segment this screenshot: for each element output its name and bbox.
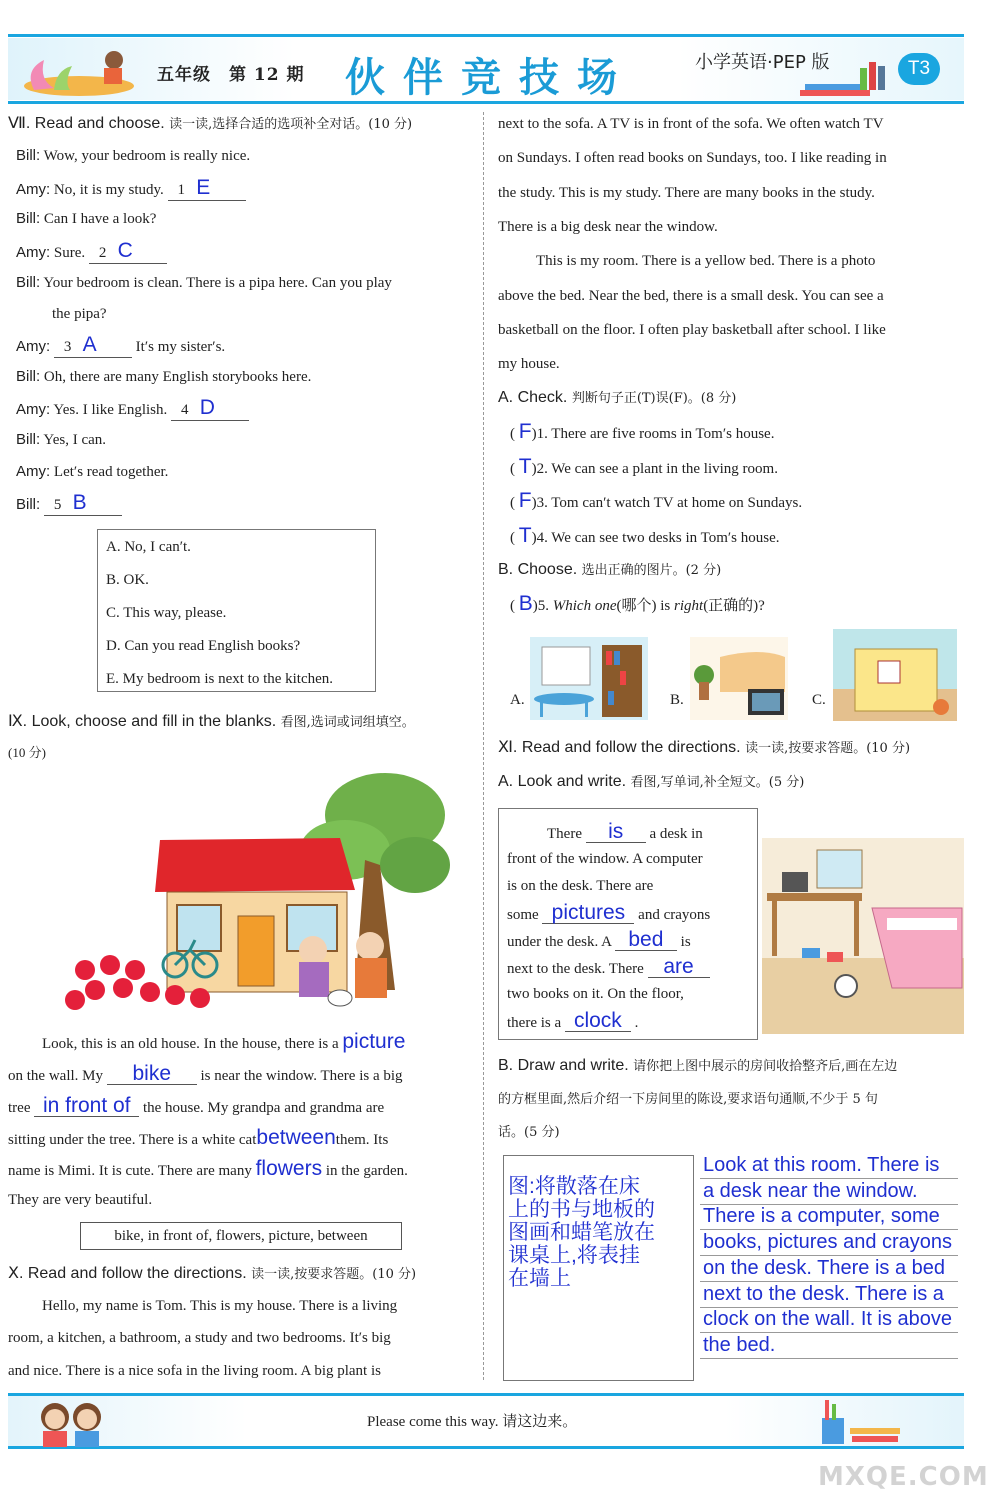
- sec10-title-text: Ⅹ. Read and follow the directions.: [8, 1265, 247, 1282]
- issue-label: 五年级 第 12 期: [157, 65, 305, 85]
- written-line: Look at this room. There is: [703, 1154, 940, 1176]
- passage-line: basketball on the floor. I often play basketball after school. I like: [498, 322, 886, 338]
- option-e: E. My bedroom is next to the kitchen.: [106, 671, 334, 687]
- draw-write-instr-3: 话。(5 分): [498, 1125, 560, 1140]
- blank-picture: picture: [342, 1030, 406, 1053]
- dialogue-line: [16, 430, 106, 450]
- line-text-after: It′s my sister′s.: [135, 339, 226, 355]
- draw-note-line: 在墙上: [508, 1267, 571, 1290]
- written-line: books, pictures and crayons: [703, 1231, 953, 1254]
- pencil-cup-icon: [812, 1398, 902, 1446]
- dialogue-line: [16, 273, 392, 293]
- passage-line: next to the sofa. A TV is in front of the sofa. We often watch TV: [498, 116, 884, 132]
- pic-label-c: C.: [812, 692, 826, 708]
- blank-bed: bed: [615, 930, 677, 951]
- line-text: Your bedroom is clean. There is a pipa here. Can you play: [43, 275, 392, 291]
- watermark: MXQE.COM: [818, 1462, 989, 1492]
- option-c: C. This way, please.: [106, 605, 227, 621]
- dialogue-line: [16, 146, 250, 166]
- answer-blank: 4 D: [171, 398, 249, 421]
- blank-flowers: flowers: [255, 1157, 323, 1180]
- writing-rule: [700, 1358, 958, 1359]
- draw-note-line: 图:将散落在床: [508, 1175, 640, 1198]
- passage-line: above the bed. Near the bed, there is a small desk. You can see a: [498, 288, 884, 304]
- pic-label-b: B.: [670, 692, 684, 708]
- old-house-picture: [55, 770, 450, 1020]
- answer-5: B: [518, 592, 533, 615]
- speaker: Amy:: [16, 338, 51, 355]
- books-icon: [800, 62, 895, 98]
- sec9-line4: sitting under the tree. There is a white catbetweenthem. Its: [8, 1126, 389, 1149]
- passage-line: There is a big desk near the window.: [498, 219, 718, 235]
- sec9-line6: They are very beautiful.: [8, 1192, 153, 1208]
- sec11-title-text: Ⅺ. Read and follow the directions.: [498, 739, 741, 756]
- answer-letter: E: [196, 176, 211, 199]
- passage-line: This is my room. There is a yellow bed. There is a photo: [536, 253, 876, 269]
- line-text: Yes, I can.: [43, 432, 107, 448]
- passage-line: my house.: [498, 356, 560, 372]
- dialogue-line: [16, 398, 249, 421]
- blank-between: between: [256, 1126, 336, 1149]
- line-text: Yes. I like English.: [53, 402, 168, 418]
- line-text: Let′s read together.: [53, 464, 169, 480]
- check-item: ( F)3. Tom can′t watch TV at home on Sundays.: [510, 489, 803, 512]
- dialogue-line: [16, 241, 167, 264]
- line-text: Oh, there are many English storybooks here.: [43, 369, 312, 385]
- check-answer: F: [518, 420, 532, 443]
- sec11-title: [498, 738, 910, 759]
- blank-in-front-of: in front of: [34, 1096, 139, 1117]
- option-d: D. Can you read English books?: [106, 638, 301, 654]
- header-illustration-icon: [14, 40, 144, 100]
- check-item: ( T)2. We can see a plant in the living room.: [510, 455, 778, 478]
- sec9-instructions: 看图,选词或词组填空。: [280, 715, 415, 730]
- line-text: the pipa?: [52, 306, 107, 322]
- speaker: Bill:: [16, 496, 41, 513]
- dialogue-line: [52, 304, 107, 324]
- draw-note-line: 课桌上,将表挂: [508, 1244, 640, 1267]
- fill-line: next to the desk. There are: [507, 957, 710, 979]
- passage-line: the study. This is my study. There are many books in the study.: [498, 185, 875, 201]
- fill-line: some pictures and crayons: [507, 901, 711, 924]
- speaker: Bill:: [16, 274, 41, 291]
- check-answer: T: [518, 524, 532, 547]
- sec7-instructions: 读一读,选择合适的选项补全对话。(10 分): [169, 117, 413, 132]
- fill-line: under the desk. A bed is: [507, 928, 691, 951]
- answer-blank: 1 E: [168, 178, 246, 201]
- answer-letter: A: [82, 333, 97, 356]
- footer-text: Please come this way. 请这边来。: [367, 1414, 578, 1430]
- look-write-title: A. Look and write. 看图,写单词,补全短文。(5 分): [498, 773, 805, 790]
- bedroom-picture-c: [833, 629, 957, 721]
- answer-letter: D: [199, 396, 215, 419]
- sec11-instructions: 读一读,按要求答题。(10 分): [745, 741, 911, 756]
- line-text: Can I have a look?: [43, 211, 157, 227]
- answer-blank: 5 B: [44, 493, 122, 516]
- speaker: Bill:: [16, 431, 41, 448]
- answer-letter: C: [117, 239, 133, 262]
- fill-line: there is a clock .: [507, 1009, 639, 1032]
- fill-line: front of the window. A computer: [507, 851, 703, 867]
- speaker: Bill:: [16, 147, 41, 164]
- blank-bike: bike: [107, 1064, 197, 1085]
- option-a: A. No, I can′t.: [106, 539, 191, 555]
- written-line: on the desk. There is a bed: [703, 1256, 946, 1279]
- line-text: Sure.: [53, 245, 86, 261]
- kids-icon: [35, 1397, 107, 1447]
- sec9-title-text: Ⅸ. Look, choose and fill in the blanks.: [8, 713, 277, 730]
- dialogue-line: [16, 335, 225, 358]
- sec9-line1: Look, this is an old house. In the house, there is a picture: [42, 1030, 406, 1053]
- passage-line: Hello, my name is Tom. This is my house. There is a living: [42, 1298, 398, 1314]
- column-divider: [483, 112, 484, 1380]
- living-room-picture-b: [690, 637, 788, 720]
- written-line: clock on the wall. It is above: [703, 1308, 953, 1331]
- answer-letter: B: [72, 491, 87, 514]
- blank-is: is: [586, 822, 646, 843]
- written-line: next to the desk. There is a: [703, 1282, 944, 1305]
- written-line: There is a computer, some: [703, 1205, 940, 1228]
- sec10-instructions: 读一读,按要求答题。(10 分): [251, 1267, 417, 1282]
- sec7-title: [8, 114, 412, 135]
- check-title: A. Check. 判断句子正(T)误(F)。(8 分): [498, 389, 737, 406]
- sec9-line2: on the wall. My bike is near the window. There is a big: [8, 1062, 403, 1085]
- check-item: ( F)1. There are five rooms in Tom′s house.: [510, 420, 775, 443]
- speaker: Amy:: [16, 463, 51, 480]
- word-bank: bike, in front of, flowers, picture, between: [80, 1222, 402, 1250]
- draw-write-title: B. Draw and write. 请你把上图中展示的房间收拾整齐后,画在左边: [498, 1057, 898, 1074]
- speaker: Bill:: [16, 368, 41, 385]
- answer-blank: 3 A: [54, 335, 132, 358]
- sec9-line5: name is Mimi. It is cute. There are many flowers in the garden.: [8, 1157, 408, 1180]
- draw-write-instr-2: 的方框里面,然后介绍一下房间里的陈设,要求语句通顺,不少于 5 句: [498, 1092, 878, 1107]
- blank-are: are: [648, 957, 710, 978]
- page-title: 伙伴竞技场: [345, 55, 635, 101]
- line-text: No, it is my study.: [53, 182, 164, 198]
- dialogue-line: [16, 209, 156, 229]
- sec9-title: [8, 712, 415, 733]
- draw-note-line: 上的书与地板的: [508, 1198, 655, 1221]
- pic-label-a: A.: [510, 692, 525, 708]
- fill-line: two books on it. On the floor,: [507, 986, 684, 1002]
- written-line: the bed.: [703, 1333, 776, 1356]
- blank-clock: clock: [565, 1011, 631, 1032]
- sec9-score: (10 分): [8, 745, 46, 760]
- answer-blank: 2 C: [89, 241, 167, 264]
- written-line: a desk near the window.: [703, 1179, 918, 1202]
- speaker: Amy:: [16, 401, 51, 418]
- speaker: Amy:: [16, 181, 51, 198]
- option-b: B. OK.: [106, 572, 149, 588]
- speaker: Bill:: [16, 210, 41, 227]
- subject-label: 小学英语·PEP 版: [695, 52, 830, 73]
- choose-title: B. Choose. 选出正确的图片。(2 分): [498, 561, 722, 578]
- check-answer: F: [518, 489, 532, 512]
- dialogue-line: [16, 178, 246, 201]
- page-badge: T3: [898, 53, 940, 85]
- passage-line: and nice. There is a nice sofa in the living room. A big plant is: [8, 1363, 381, 1379]
- messy-room-picture: [762, 838, 964, 1034]
- passage-line: on Sundays. I often read books on Sundays, too. I like reading in: [498, 150, 887, 166]
- sec10-title: [8, 1264, 416, 1285]
- draw-note-line: 图画和蜡笔放在: [508, 1221, 655, 1244]
- dialogue-line: [16, 462, 168, 482]
- sec9-line3: tree in front of the house. My grandpa and grandma are: [8, 1094, 385, 1117]
- fill-line: is on the desk. There are: [507, 878, 654, 894]
- dialogue-line: [16, 367, 311, 387]
- sec7-title-text: Ⅶ. Read and choose.: [8, 115, 165, 132]
- blank-pictures: pictures: [542, 903, 634, 924]
- study-picture-a: [530, 637, 648, 720]
- passage-line: room, a kitchen, a bathroom, a study and two bedrooms. It′s big: [8, 1330, 391, 1346]
- check-item: ( T)4. We can see two desks in Tom′s house.: [510, 524, 780, 547]
- question-5: ( B)5. Which one(哪个) is right(正确的)?: [510, 592, 765, 615]
- speaker: Amy:: [16, 244, 51, 261]
- check-answer: T: [518, 455, 532, 478]
- fill-line: There is a desk in: [547, 820, 703, 843]
- dialogue-line: [16, 493, 122, 516]
- line-text: Wow, your bedroom is really nice.: [43, 148, 251, 164]
